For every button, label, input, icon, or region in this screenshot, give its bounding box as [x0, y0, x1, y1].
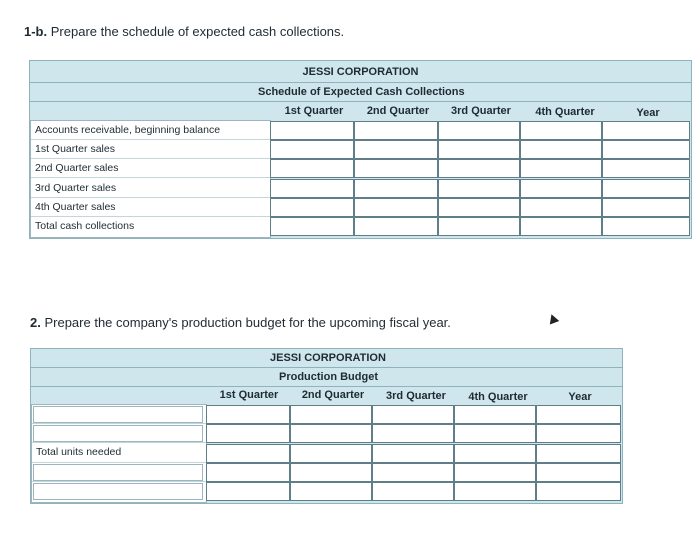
divider [30, 101, 691, 102]
row-label-q3-sales: 3rd Quarter sales [31, 179, 270, 198]
answer-cell[interactable] [454, 444, 536, 463]
company-name: JESSI CORPORATION [302, 66, 419, 78]
row-label-ar-beginning: Accounts receivable, beginning balance [31, 121, 270, 140]
answer-cell[interactable] [270, 159, 354, 178]
answer-cell[interactable] [454, 405, 536, 424]
question-2-title [30, 315, 451, 330]
answer-cell[interactable] [270, 121, 354, 140]
divider [31, 386, 622, 387]
column-header-q2: 2nd Quarter [301, 389, 365, 401]
answer-cell[interactable] [290, 405, 372, 424]
answer-cell[interactable] [602, 198, 690, 217]
answer-cell[interactable] [290, 424, 372, 443]
answer-cell[interactable] [536, 444, 621, 463]
answer-cell[interactable] [290, 444, 372, 463]
answer-cell[interactable] [602, 140, 690, 159]
row-label-input[interactable] [33, 425, 203, 442]
answer-cell[interactable] [602, 159, 690, 178]
question-number: 1-b. [24, 24, 48, 39]
answer-cell[interactable] [536, 405, 621, 424]
row-label-q4-sales: 4th Quarter sales [31, 198, 270, 217]
question-text: Prepare the schedule of expected cash collections. [50, 24, 345, 39]
answer-cell[interactable] [520, 198, 602, 217]
mouse-cursor-icon [547, 313, 559, 325]
row-label-input-4[interactable] [32, 463, 206, 482]
company-name: JESSI CORPORATION [270, 352, 386, 364]
row-label-input[interactable] [33, 483, 203, 500]
answer-cell[interactable] [270, 179, 354, 198]
answer-cell[interactable] [602, 121, 690, 140]
row-label-total: Total cash collections [35, 220, 135, 232]
answer-cell[interactable] [536, 463, 621, 482]
answer-cell[interactable] [354, 198, 438, 217]
column-header-year: Year [636, 107, 660, 119]
answer-cell[interactable] [206, 405, 290, 424]
answer-cell[interactable] [354, 179, 438, 198]
row-label-input-2[interactable] [32, 424, 206, 443]
column-header-year: Year [568, 391, 592, 403]
answer-cell[interactable] [206, 424, 290, 443]
question-1b-title [24, 24, 344, 39]
question-number: 2. [30, 315, 41, 330]
answer-cell[interactable] [520, 217, 602, 236]
column-header-q3: 3rd Quarter [386, 390, 446, 402]
answer-cell[interactable] [206, 444, 290, 463]
answer-cell[interactable] [290, 482, 372, 501]
schedule-title: Production Budget [279, 371, 378, 383]
answer-cell[interactable] [372, 463, 454, 482]
answer-cell[interactable] [372, 482, 454, 501]
answer-cell[interactable] [354, 121, 438, 140]
divider [31, 367, 622, 368]
row-label-total-units: Total units needed [32, 443, 206, 463]
answer-cell[interactable] [520, 159, 602, 178]
column-header-q1: 1st Quarter [219, 389, 279, 401]
answer-cell[interactable] [372, 424, 454, 443]
answer-cell[interactable] [438, 140, 520, 159]
answer-cell[interactable] [454, 482, 536, 501]
answer-cell[interactable] [520, 121, 602, 140]
answer-cell[interactable] [438, 179, 520, 198]
column-header-q4: 4th Quarter [535, 106, 595, 118]
answer-cell[interactable] [454, 424, 536, 443]
answer-cell[interactable] [454, 463, 536, 482]
row-label-q2-sales: 2nd Quarter sales [31, 159, 270, 178]
answer-cell[interactable] [354, 159, 438, 178]
cash-collections-worksheet [29, 60, 692, 239]
row-label-q1-sales: 1st Quarter sales [31, 140, 270, 159]
answer-cell[interactable] [354, 217, 438, 236]
answer-cell[interactable] [602, 217, 690, 236]
schedule-title: Schedule of Expected Cash Collections [258, 86, 465, 98]
column-header-q2: 2nd Quarter [366, 105, 430, 117]
row-label-input[interactable] [33, 464, 203, 481]
row-labels [30, 120, 271, 238]
answer-cell[interactable] [438, 217, 520, 236]
row-labels [31, 404, 207, 503]
answer-cell[interactable] [520, 140, 602, 159]
column-header-q1: 1st Quarter [284, 105, 344, 117]
answer-cell[interactable] [270, 140, 354, 159]
answer-cell[interactable] [206, 463, 290, 482]
answer-cell[interactable] [536, 482, 621, 501]
answer-cell[interactable] [520, 179, 602, 198]
answer-cell[interactable] [438, 121, 520, 140]
answer-cell[interactable] [536, 424, 621, 443]
row-label-input-5[interactable] [32, 482, 206, 501]
answer-cell[interactable] [354, 140, 438, 159]
answer-cell[interactable] [438, 159, 520, 178]
answer-cell[interactable] [372, 444, 454, 463]
divider [30, 82, 691, 83]
row-label-input-1[interactable] [32, 405, 206, 424]
answer-cell[interactable] [206, 482, 290, 501]
production-budget-worksheet [30, 348, 623, 504]
answer-cell[interactable] [438, 198, 520, 217]
column-header-q4: 4th Quarter [468, 391, 528, 403]
answer-cell[interactable] [372, 405, 454, 424]
answer-cell[interactable] [290, 463, 372, 482]
answer-cell[interactable] [602, 179, 690, 198]
answer-cell[interactable] [270, 217, 354, 236]
question-text: Prepare the company's production budget for the upcoming fiscal year. [44, 315, 451, 330]
column-header-q3: 3rd Quarter [451, 105, 511, 117]
answer-cell[interactable] [270, 198, 354, 217]
row-label-input[interactable] [33, 406, 203, 423]
